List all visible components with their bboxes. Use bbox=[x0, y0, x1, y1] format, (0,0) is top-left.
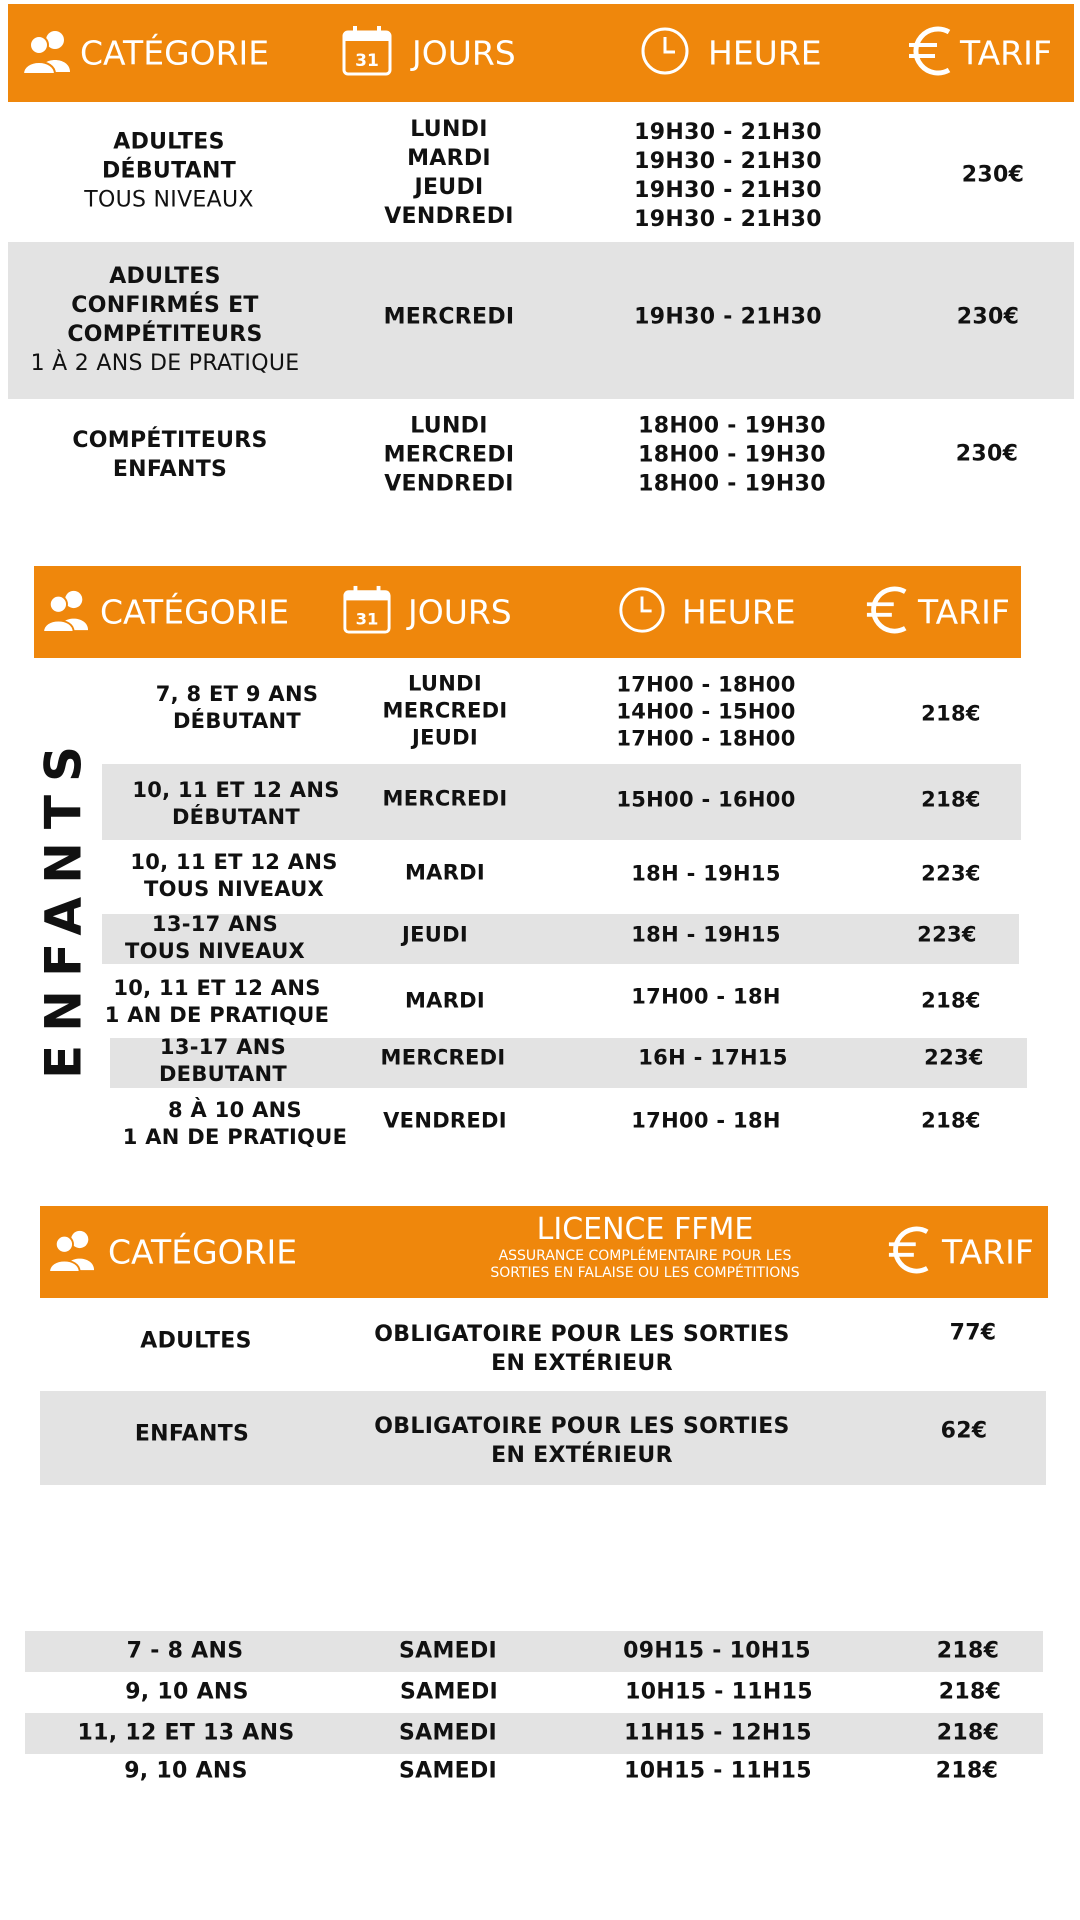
children-row-5-days: MARDI bbox=[404, 988, 486, 1013]
table-row: 7 - 8 ANS bbox=[126, 1638, 244, 1664]
adults-row-3-days: LUNDI MERCREDI VENDREDI bbox=[383, 413, 515, 497]
children-table-header bbox=[34, 566, 1021, 658]
children-row-1-price: 218€ bbox=[921, 701, 981, 726]
children-row-2-days: MERCREDI bbox=[382, 786, 508, 811]
children-row-6-days: MERCREDI bbox=[380, 1045, 506, 1070]
table-row: 13-17 ANS TOUS NIVEAUX bbox=[124, 912, 306, 963]
header-jours-label: JOURS bbox=[408, 592, 512, 632]
table-row: COMPÉTITEURS ENFANTS bbox=[72, 428, 268, 482]
table-row: 7, 8 ET 9 ANS DÉBUTANT bbox=[155, 682, 319, 733]
header-categorie-label: CATÉGORIE bbox=[100, 592, 290, 632]
licence-header-title-block bbox=[370, 1212, 920, 1282]
table-row: ADULTES CONFIRMÉS ET COMPÉTITEURS 1 À 2 ANS DE PRATIQUE bbox=[30, 264, 300, 376]
clock-icon bbox=[639, 25, 691, 81]
children-row-2-hours: 15H00 - 16H00 bbox=[616, 787, 796, 812]
adults-row-2-hours: 19H30 - 21H30 bbox=[634, 304, 822, 330]
children-row-6-hours: 16H - 17H15 bbox=[638, 1045, 788, 1070]
adults-row-1-days: LUNDI MARDI JEUDI VENDREDI bbox=[384, 117, 514, 229]
calendar-icon bbox=[341, 25, 393, 81]
licence-subtitle-line-1: ASSURANCE COMPLÉMENTAIRE POUR LES bbox=[498, 1248, 792, 1264]
saturday-row-2-hours: 10H15 - 11H15 bbox=[625, 1679, 813, 1705]
saturday-row-1-price: 218€ bbox=[936, 1638, 1000, 1664]
calendar-icon bbox=[342, 585, 392, 639]
adults-row-3-price: 230€ bbox=[955, 441, 1019, 467]
saturday-row-4-hours: 10H15 - 11H15 bbox=[624, 1758, 812, 1784]
licence-table-header bbox=[40, 1206, 1048, 1298]
children-row-3-price: 223€ bbox=[921, 861, 981, 886]
table-row: ADULTES bbox=[140, 1328, 252, 1354]
header-tarif-label: TARIF bbox=[918, 592, 1010, 632]
euro-icon bbox=[865, 584, 911, 640]
saturday-row-1-days: SAMEDI bbox=[398, 1638, 498, 1664]
calendar-day-text: 31 bbox=[355, 51, 379, 71]
calendar-day-text: 31 bbox=[355, 609, 379, 629]
licence-subtitle-line-2: SORTIES EN FALAISE OU LES COMPÉTITIONS bbox=[490, 1265, 800, 1281]
children-row-4-price: 223€ bbox=[917, 922, 977, 947]
clock-icon bbox=[617, 585, 667, 639]
header-categorie-label: CATÉGORIE bbox=[80, 33, 270, 73]
adults-row-1-price: 230€ bbox=[961, 162, 1025, 188]
table-row: 10, 11 ET 12 ANS TOUS NIVEAUX bbox=[130, 850, 338, 901]
header-heure-label: HEURE bbox=[682, 592, 796, 632]
user-group-icon bbox=[42, 588, 92, 636]
adults-row-2-price: 230€ bbox=[956, 304, 1020, 330]
table-row: ADULTES DÉBUTANT TOUS NIVEAUX bbox=[84, 129, 254, 213]
children-row-4-days: JEUDI bbox=[402, 922, 468, 947]
header-jours-label: JOURS bbox=[412, 33, 516, 73]
children-row-7-price: 218€ bbox=[921, 1108, 981, 1133]
table-row: 13-17 ANS DEBUTANT bbox=[158, 1035, 288, 1086]
children-row-7-days: VENDREDI bbox=[383, 1108, 507, 1133]
header-tarif-label: TARIF bbox=[960, 33, 1052, 73]
children-vertical-label bbox=[37, 736, 97, 1076]
table-row: 8 À 10 ANS 1 AN DE PRATIQUE bbox=[122, 1098, 348, 1149]
table-row: 9, 10 ANS bbox=[124, 1758, 248, 1784]
adults-table-header bbox=[8, 4, 1074, 102]
licence-row-2-desc: OBLIGATOIRE POUR LES SORTIES EN EXTÉRIEUR bbox=[374, 1414, 790, 1468]
licence-row-2-price: 62€ bbox=[940, 1418, 988, 1444]
table-row: 10, 11 ET 12 ANS 1 AN DE PRATIQUE bbox=[104, 976, 330, 1027]
saturday-row-3-price: 218€ bbox=[936, 1720, 1000, 1746]
children-row-7-hours: 17H00 - 18H bbox=[631, 1108, 781, 1133]
children-row-1-days: LUNDI MERCREDI JEUDI bbox=[382, 671, 508, 750]
table-row: 11, 12 ET 13 ANS bbox=[77, 1720, 295, 1746]
euro-icon bbox=[907, 24, 955, 82]
children-row-1-hours: 17H00 - 18H00 14H00 - 15H00 17H00 - 18H00 bbox=[616, 672, 796, 751]
saturday-row-4-price: 218€ bbox=[935, 1758, 999, 1784]
children-row-3-hours: 18H - 19H15 bbox=[631, 861, 781, 886]
adults-row-3-hours: 18H00 - 19H30 18H00 - 19H30 18H00 - 19H30 bbox=[638, 413, 826, 497]
euro-icon bbox=[887, 1224, 933, 1280]
licence-title: LICENCE FFME bbox=[536, 1212, 754, 1247]
saturday-row-1-hours: 09H15 - 10H15 bbox=[623, 1638, 811, 1664]
table-row: 9, 10 ANS bbox=[125, 1679, 249, 1705]
children-row-5-hours: 17H00 - 18H bbox=[631, 984, 781, 1009]
children-row-3-days: MARDI bbox=[404, 860, 486, 885]
adults-row-1-hours: 19H30 - 21H30 19H30 - 21H30 19H30 - 21H30 19H30 - 21H30 bbox=[634, 120, 822, 232]
table-row: ENFANTS bbox=[134, 1421, 250, 1447]
children-vertical-text: ENFANTS bbox=[37, 736, 93, 1076]
saturday-row-4-days: SAMEDI bbox=[398, 1758, 498, 1784]
licence-row-1-desc: OBLIGATOIRE POUR LES SORTIES EN EXTÉRIEUR bbox=[374, 1322, 790, 1376]
children-row-6-price: 223€ bbox=[924, 1045, 984, 1070]
children-row-5-price: 218€ bbox=[921, 988, 981, 1013]
saturday-row-2-price: 218€ bbox=[938, 1679, 1002, 1705]
saturday-row-2-days: SAMEDI bbox=[399, 1679, 499, 1705]
adults-row-2-days: MERCREDI bbox=[383, 304, 515, 330]
children-row-4-hours: 18H - 19H15 bbox=[631, 922, 781, 947]
table-row: 10, 11 ET 12 ANS DÉBUTANT bbox=[132, 778, 340, 829]
licence-row-1-price: 77€ bbox=[949, 1320, 997, 1346]
saturday-row-3-days: SAMEDI bbox=[398, 1720, 498, 1746]
header-categorie-label: CATÉGORIE bbox=[108, 1232, 298, 1272]
user-group-icon bbox=[22, 28, 74, 78]
header-heure-label: HEURE bbox=[708, 33, 822, 73]
header-tarif-label: TARIF bbox=[942, 1232, 1034, 1272]
children-row-2-price: 218€ bbox=[921, 787, 981, 812]
user-group-icon bbox=[48, 1228, 98, 1276]
saturday-row-3-hours: 11H15 - 12H15 bbox=[624, 1720, 812, 1746]
